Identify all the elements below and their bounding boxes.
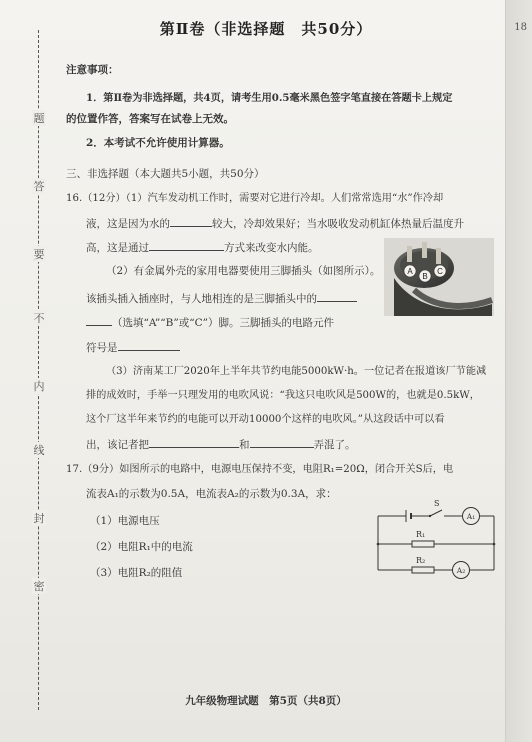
answer-blank[interactable] bbox=[250, 436, 314, 448]
notice-item-1-cont: 的位置作答，答案写在试卷上无效。 bbox=[66, 113, 234, 125]
page-footer: 九年级物理试题 第5页（共8页） bbox=[185, 695, 347, 707]
q16-line: 这个厂这半年来节约的电能可以开动10000个这样的电吹风。”从这段话中可以看 bbox=[86, 414, 445, 425]
section-title: 第Ⅱ卷（非选择题 共50分） bbox=[159, 20, 373, 38]
ammeter-a2-label: A₂ bbox=[456, 566, 466, 575]
notice-item-2: 2．本考试不允许使用计算器。 bbox=[86, 137, 230, 149]
binding-char: 要 bbox=[33, 248, 45, 261]
answer-blank[interactable] bbox=[149, 436, 239, 448]
resistor-r2-label: R₂ bbox=[416, 556, 426, 565]
q16-text: 弄混了。 bbox=[313, 439, 356, 451]
q16-line bbox=[86, 436, 356, 453]
q16-line bbox=[86, 215, 464, 232]
section-heading: 三、非选择题（本大题共5小题，共50分） bbox=[66, 168, 265, 180]
plug-pin bbox=[436, 248, 441, 264]
q16-text: 方式来改变水内能。 bbox=[224, 242, 319, 254]
q16-text: 该插头插入插座时，与人地相连的是三脚插头中的 bbox=[86, 293, 317, 305]
q16-line: （2）有金属外壳的家用电器要使用三脚插头（如图所示）。 bbox=[106, 265, 381, 277]
binding-char: 答 bbox=[33, 180, 45, 193]
switch-blade bbox=[430, 510, 442, 516]
next-page-edge bbox=[505, 0, 532, 742]
q17-part: （2）电阻R₁中的电流 bbox=[90, 541, 193, 553]
notice-heading: 注意事项： bbox=[66, 64, 119, 76]
corner-page-number: 18 bbox=[514, 22, 527, 33]
q16-text: 液，这是因为水的 bbox=[86, 218, 170, 230]
q16-line bbox=[86, 239, 319, 256]
q17-line: 流表A₁的示数为0.5A，电流表A₂的示数为0.3A，求： bbox=[86, 488, 337, 500]
q16-line bbox=[86, 314, 334, 331]
resistor-r1-label: R₁ bbox=[416, 530, 426, 539]
plug-pin bbox=[422, 242, 427, 258]
q16-text: （选填“A”“B”或“C”）脚。三脚插头的电路元件 bbox=[112, 317, 334, 329]
pin-label: C bbox=[437, 267, 443, 276]
q17-line: 17.（9分）如图所示的电路中，电源电压保持不变，电阻R₁=20Ω，闭合开关S后，电 bbox=[66, 464, 454, 475]
q16-text: 高，这是通过 bbox=[86, 242, 149, 254]
q16-line bbox=[86, 339, 180, 356]
answer-blank[interactable] bbox=[317, 290, 357, 302]
pin-label: B bbox=[422, 272, 428, 281]
answer-blank[interactable] bbox=[86, 314, 112, 326]
plug-pin bbox=[407, 246, 412, 262]
answer-blank[interactable] bbox=[118, 339, 180, 351]
q16-text: 符号是 bbox=[86, 342, 118, 354]
q16-line: （3）济南某工厂2020年上半年共节约电能5000kW·h。一位记者在报道该厂节能减 bbox=[106, 366, 487, 377]
three-pin-plug-photo bbox=[384, 238, 494, 316]
binding-char: 封 bbox=[33, 512, 45, 525]
binding-char: 题 bbox=[33, 112, 45, 125]
q16-line bbox=[86, 290, 357, 307]
circuit-diagram bbox=[372, 496, 500, 582]
binding-char: 内 bbox=[33, 380, 45, 393]
answer-blank[interactable] bbox=[149, 239, 224, 251]
pin-label: A bbox=[407, 267, 413, 276]
answer-blank[interactable] bbox=[170, 215, 212, 227]
switch-label: S bbox=[434, 499, 440, 508]
binding-dashed-line bbox=[38, 30, 39, 710]
q17-part: （3）电阻R₂的阻值 bbox=[90, 567, 183, 579]
ammeter-a1-label: A₁ bbox=[466, 512, 476, 521]
q16-text: 和 bbox=[239, 439, 250, 451]
q16-line: 排的成效时，手举一只理发用的电吹风说：“我这只电吹风是500W的，也就是0.5kW， bbox=[86, 390, 480, 401]
binding-char: 不 bbox=[33, 312, 45, 325]
notice-item-1: 1．第Ⅱ卷为非选择题，共4页，请考生用0.5毫米黑色签字笔直接在答题卡上规定 bbox=[86, 92, 453, 104]
q16-text: 较大，冷却效果好；当水吸收发动机缸体热量后温度升 bbox=[212, 218, 464, 230]
q16-text: 出，该记者把 bbox=[86, 439, 149, 451]
binding-char: 线 bbox=[33, 444, 45, 457]
binding-char: 密 bbox=[33, 580, 45, 593]
q17-part: （1）电源电压 bbox=[90, 515, 160, 527]
q16-line: 16.（12分）（1）汽车发动机工作时，需要对它进行冷却。人们常常选用“水”作冷却 bbox=[66, 193, 444, 204]
